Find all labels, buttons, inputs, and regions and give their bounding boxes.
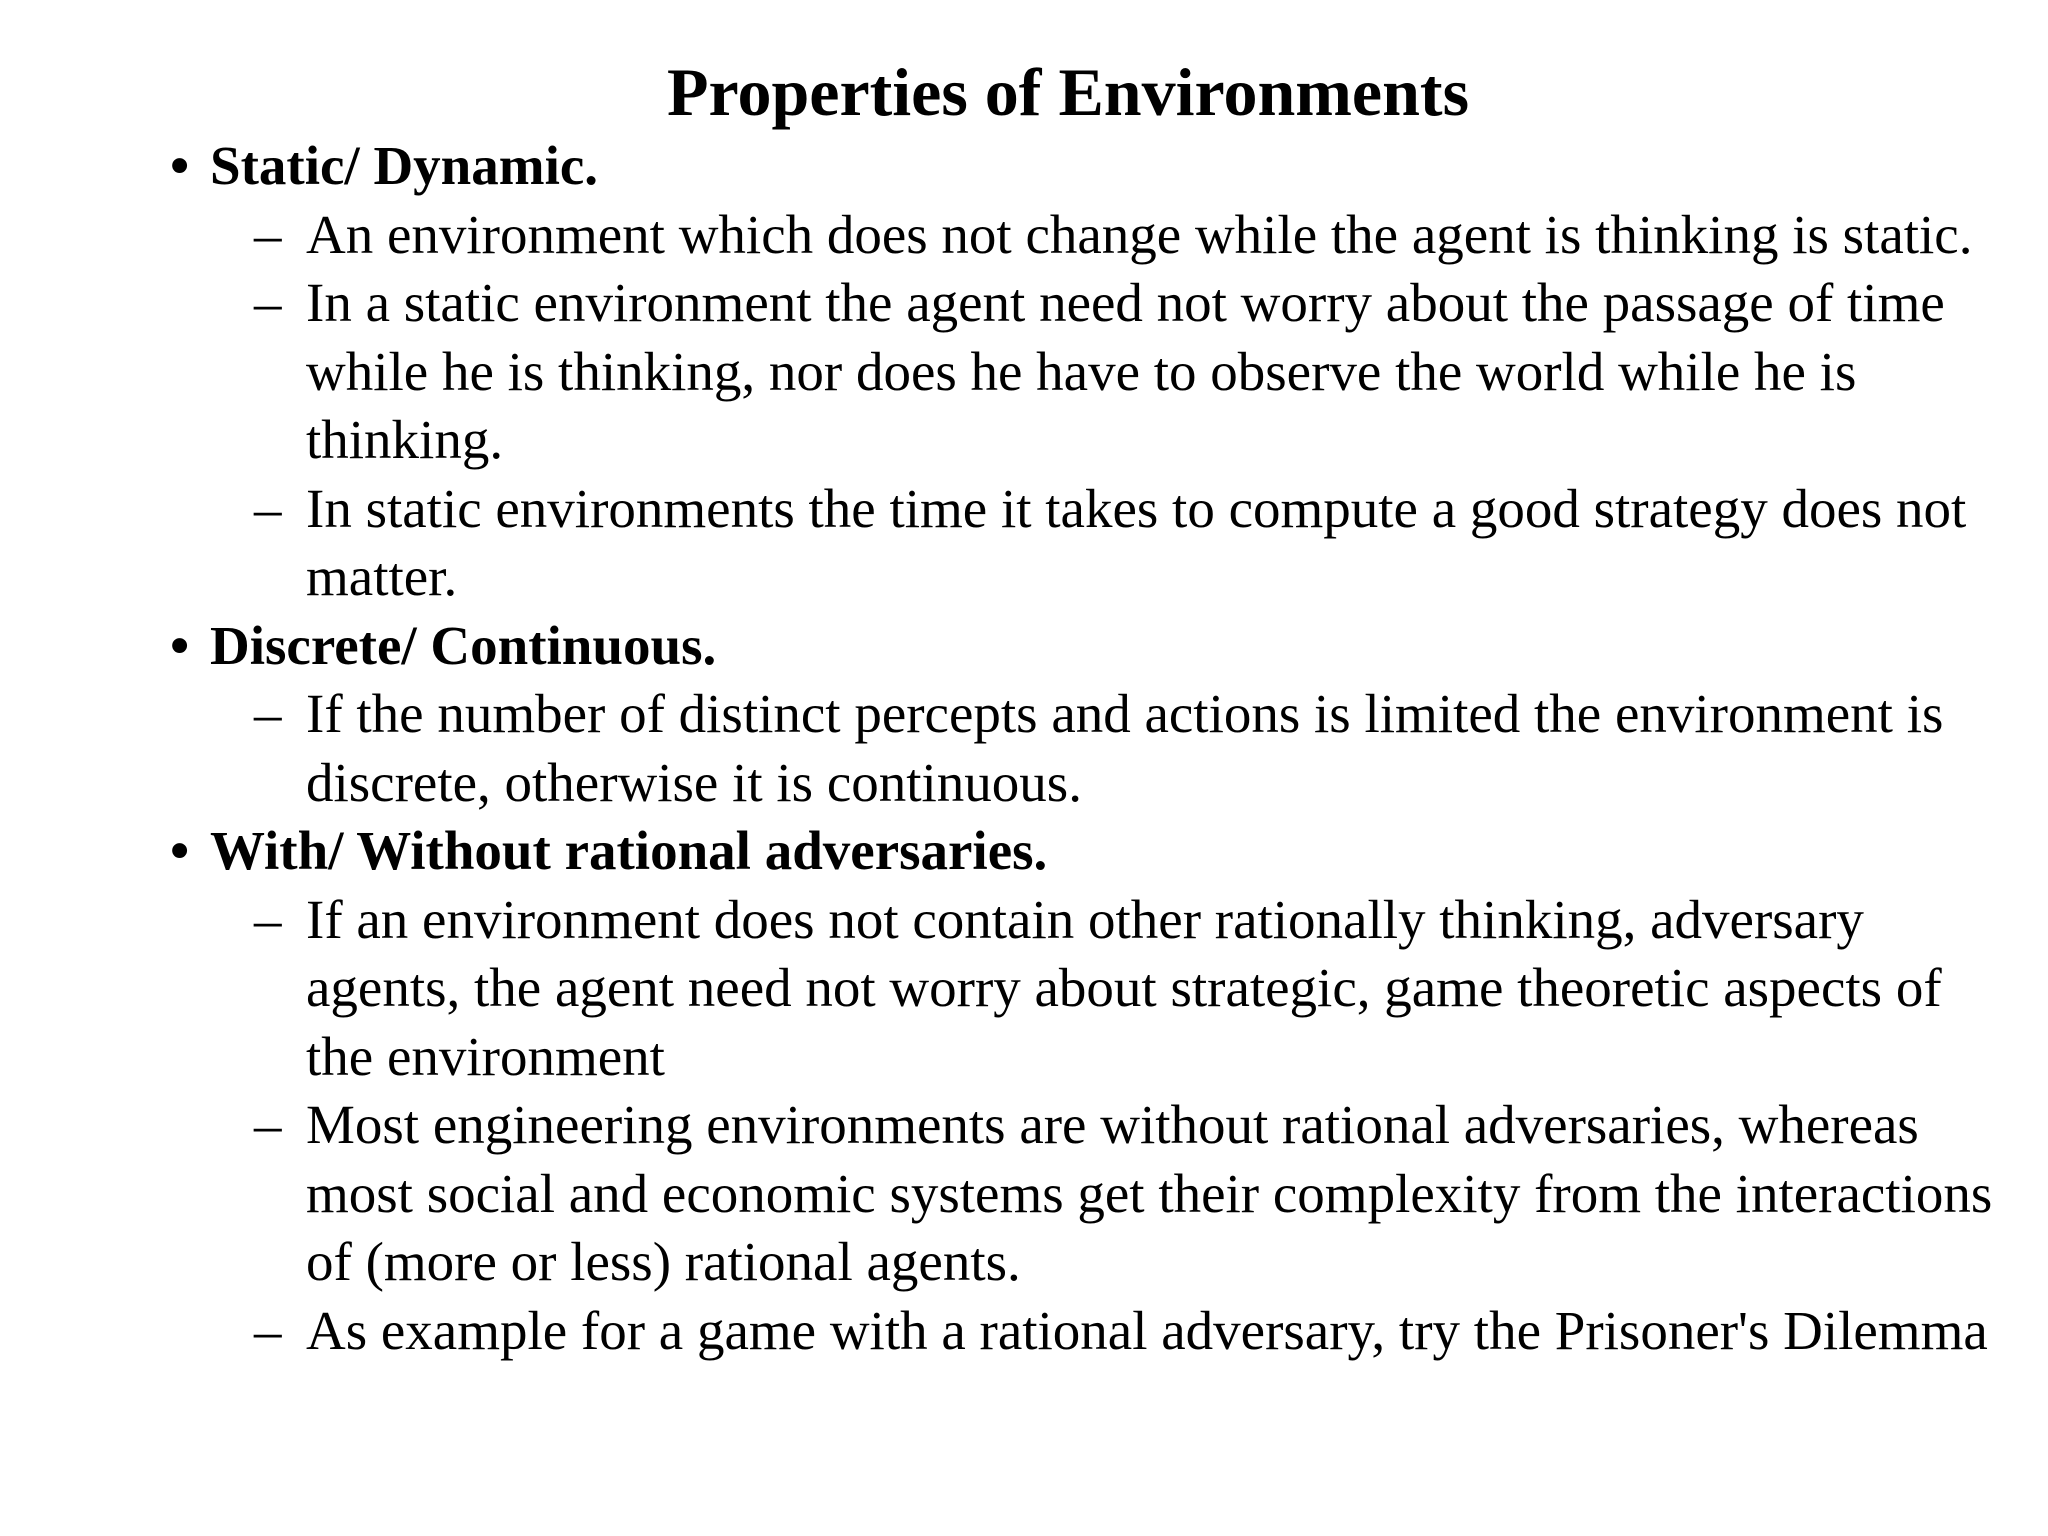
bullet-marker: •: [170, 820, 190, 881]
dash-marker: –: [254, 203, 282, 265]
section-rational-adversaries: [170, 817, 2010, 1365]
list-item: [170, 886, 2010, 1092]
dash-marker: –: [254, 1299, 282, 1361]
list-item: [170, 475, 2010, 612]
section-static-dynamic: [170, 132, 2010, 612]
list-item-text: Most engineering environments are without rational adversaries, whereas most social and economic systems get their complexity from the interactions of (more or less) rational agents.: [306, 1094, 1993, 1292]
section-heading: [170, 132, 2010, 201]
bullet-marker: •: [170, 135, 190, 196]
list-item-text: In static environments the time it takes to compute a good strategy does not matter.: [306, 477, 1967, 607]
list-item-text: An environment which does not change while the agent is thinking is static.: [306, 203, 1973, 265]
dash-marker: –: [254, 272, 282, 333]
list-item: [170, 201, 2010, 270]
section-heading: [170, 612, 2010, 681]
list-item-text: If an environment does not contain other rationally thinking, adversary agents, the agent need not worry about strategic, game theoretic aspects of the environment: [306, 888, 1942, 1087]
section-heading: [170, 817, 2010, 886]
slide-title: Properties of Environments: [666, 54, 1470, 130]
list-item: [170, 1297, 2010, 1366]
dash-marker: –: [254, 1094, 282, 1155]
list-item: [170, 680, 2010, 817]
section-heading-text: Discrete/ Continuous.: [210, 614, 717, 676]
slide-content: [170, 132, 2010, 1365]
list-item-text: As example for a game with a rational adversary, try the Prisoner's Dilemma: [306, 1299, 1988, 1361]
section-heading-text: Static/ Dynamic.: [210, 135, 599, 196]
list-item-text: If the number of distinct percepts and actions is limited the environment is discrete, otherwise it is continuous.: [306, 683, 1944, 813]
dash-marker: –: [254, 477, 282, 539]
section-discrete-continuous: [170, 612, 2010, 818]
dash-marker: –: [254, 683, 282, 744]
dash-marker: –: [254, 888, 282, 950]
list-item-text: In a static environment the agent need not worry about the passage of time while he is thinking, nor does he have to observe the world while he is thinking.: [306, 272, 1945, 470]
bullet-marker: •: [170, 614, 190, 676]
section-heading-text: With/ Without rational adversaries.: [210, 820, 1048, 881]
list-item: [170, 1091, 2010, 1297]
list-item: [170, 269, 2010, 475]
